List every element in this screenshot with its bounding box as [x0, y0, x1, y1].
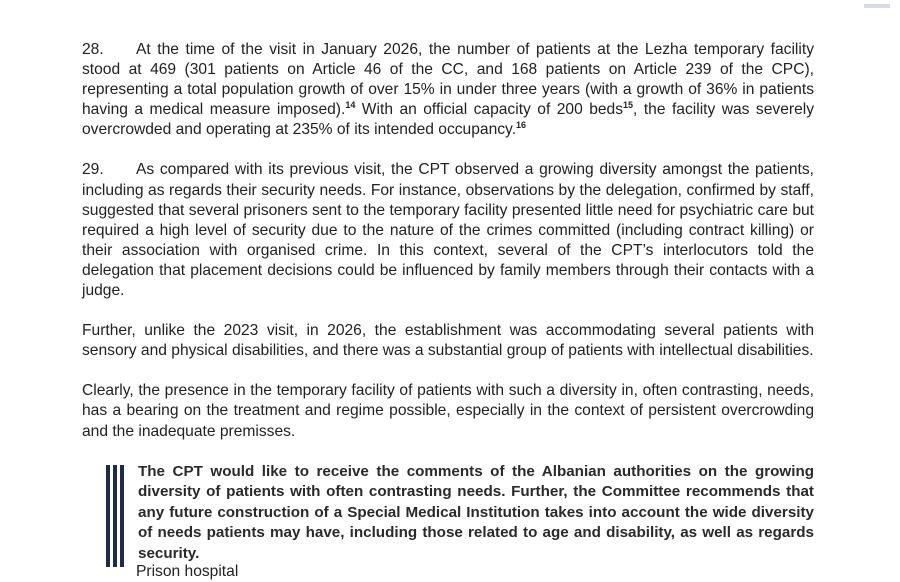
recommendation-bars [106, 465, 124, 567]
next-heading-cut-off: Prison hospital [136, 563, 239, 580]
recommendation-box [106, 462, 814, 565]
paragraph-list [82, 40, 814, 442]
paragraph-text: Clearly, the presence in the temporary facility of patients with such a diversity in, often contrasting, needs, has a bearing on the treatment and regime possible, especially in the context of persistent overcrowding and the inadequate premisses. [82, 382, 814, 440]
paragraph-text: As compared with its previous visit, the CPT observed a growing diversity amongst the patients, including as regards their security needs. For instance, observations by the delegation, confirmed by staff, suggested that several prisoners sent to the temporary facility presented little need for psychiatric care but required a high level of security due to the nature of the crimes committed (including contract killing) or their association with organised crime. In this context, several of the CPT’s interlocutors told the delegation that placement decisions could be influenced by family members through their contacts with a judge. [82, 161, 814, 300]
document-page [82, 40, 814, 565]
recommendation-text: The CPT would like to receive the comments of the Albanian authorities on the growing diversity of patients with often contrasting needs. Further, the Committee recommends that any future construction of a Special Medical Institution takes into account the wide diversity of needs patients may have, including those related to age and disability, as well as regards security. [138, 462, 814, 562]
footnote-ref[interactable]: 16 [516, 120, 527, 131]
paragraph-text: , the facility was severely overcrowded and operating at 235% of its intended occupancy. [82, 101, 814, 139]
paragraph [82, 381, 814, 441]
paragraph-text: At the time of the visit in January 2026, the number of patients at the Lezha temporary facility stood at 469 (301 patients on Article 46 of the CC, and 168 patients on Article 239 of the CPC), representing a total population growth of over 15% in under three years (with a growth of 36% in patients having a medical measure imposed). [82, 41, 814, 119]
page-corner-mark [864, 4, 890, 8]
paragraph [82, 160, 814, 301]
paragraph-text: Further, unlike the 2023 visit, in 2026, the establishment was accommodating several patients with sensory and physical disabilities, and there was a substantial group of patients with intellectual disabilities. [82, 322, 814, 360]
paragraph-number: 29. [82, 161, 104, 179]
footnote-ref[interactable]: 15 [623, 100, 634, 111]
paragraph [82, 321, 814, 361]
paragraph-number: 28. [82, 41, 104, 58]
paragraph [82, 40, 814, 140]
paragraph-text: With an official capacity of 200 beds [355, 101, 624, 119]
footnote-ref[interactable]: 14 [345, 100, 356, 111]
